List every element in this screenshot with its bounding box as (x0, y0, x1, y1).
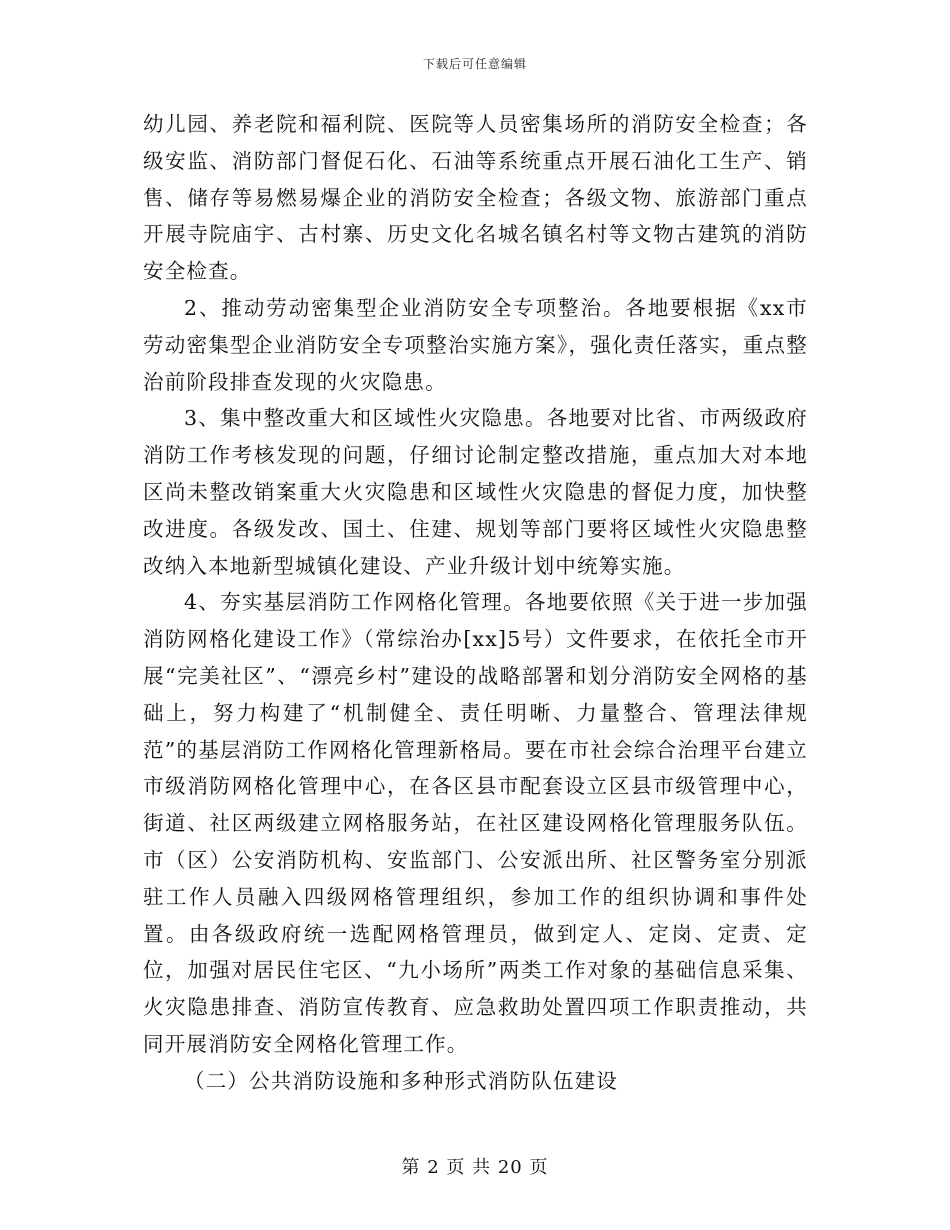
page-header: 下载后可任意编辑 (422, 57, 527, 71)
paragraph-item-2: 2、推动劳动密集型企业消防安全专项整治。各地要根据《xx市劳动密集型企业消防安全专项整治实施方案》，强化责任落实，重点整治前阶段排查发现的火灾隐患。 (143, 295, 808, 394)
document-body (143, 106, 808, 1100)
paragraph-item-3: 3、集中整改重大和区域性火灾隐患。各地要对比省、市两级政府消防工作考核发现的问题，仔细讨论制定整改措施，重点加大对本地区尚未整改销案重大火灾隐患和区域性火灾隐患的督促力度，加快整改进度。各级发改、国土、住建、规划等部门要将区域性火灾隐患整改纳入本地新型城镇化建设、产业升级计划中统筹实施。 (143, 406, 808, 578)
paragraph-continuation: 幼儿园、养老院和福利院、医院等人员密集场所的消防安全检查；各级安监、消防部门督促石化、石油等系统重点开展石油化工生产、销售、储存等易燃易爆企业的消防安全检查；各级文物、旅游部门重点开展寺院庙宇、古村寨、历史文化名城名镇名村等文物古建筑的消防安全检查。 (143, 112, 808, 284)
page-number-footer: 第 2 页 共 20 页 (401, 1157, 549, 1178)
paragraph-item-4: 4、夯实基层消防工作网格化管理。各地要依照《关于进一步加强消防网格化建设工作》（常综治办[xx]5号）文件要求，在依托全市开展“完美社区”、“漂亮乡村”建设的战略部署和划分消防安全网格的基础上，努力构建了“机制健全、责任明晰、力量整合、管理法律规范”的基层消防工作网格化管理新格局。要在市社会综合治理平台建立市级消防网格化管理中心，在各区县市配套设立区县市级管理中心，街道、社区两级建立网格服务站，在社区建设网格化管理服务队伍。市（区）公安消防机构、安监部门、公安派出所、社区警务室分别派驻工作人员融入四级网格管理组织，参加工作的组织协调和事件处置。由各级政府统一选配网格管理员，做到定人、定岗、定责、定位，加强对居民住宅区、“九小场所”两类工作对象的基础信息采集、火灾隐患排查、消防宣传教育、应急救助处置四项工作职责推动，共同开展消防安全网格化管理工作。 (143, 590, 808, 1056)
section-subheading: （二）公共消防设施和多种形式消防队伍建设 (184, 1068, 618, 1093)
